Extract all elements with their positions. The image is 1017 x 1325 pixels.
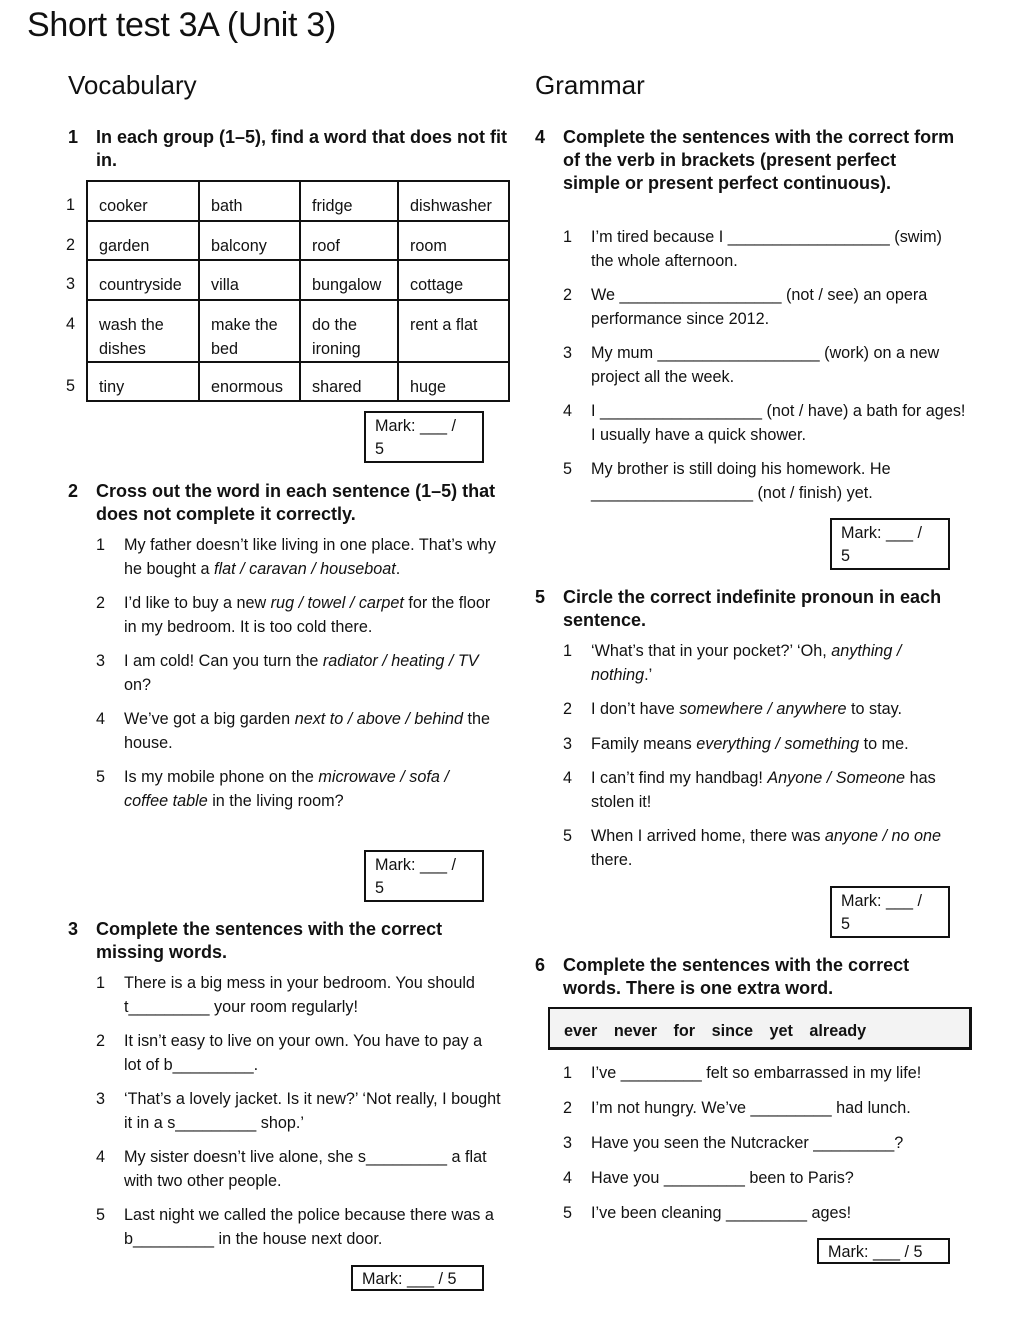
task-2-items — [96, 534, 496, 813]
mark-label: Mark: ___ / — [841, 892, 922, 910]
mark-label: Mark: ___ / — [841, 524, 922, 542]
task-5-item: 1 ‘What’s that in your pocket?’ ‘Oh, anything / nothing.’ — [563, 642, 902, 684]
gap-fill-sentence[interactable]: My mum __________________ (work) on a new project all the week. — [591, 344, 940, 386]
mark-box-task-6 — [817, 1238, 950, 1264]
gap-fill-sentence[interactable]: I __________________ (not / have) a bath for ages! I usually have a quick shower. — [591, 402, 966, 444]
task-number: 2 — [68, 481, 79, 501]
task-number: 3 — [68, 919, 79, 939]
task-2-item: 1 My father doesn’t like living in one place. That’s why he bought a flat / caravan / houseboat. — [96, 536, 496, 578]
task-4-item: 5 My brother is still doing his homework. He __________________ (not / finish) yet. — [563, 458, 968, 505]
mark-total: 5 — [375, 879, 385, 897]
task-5-heading — [535, 586, 955, 632]
mark-box-task-5 — [830, 886, 950, 938]
task-4-item: 3 My mum __________________ (work) on a new project all the week. — [563, 342, 968, 389]
vocab-odd-one-out-table — [66, 180, 510, 402]
task-3-item: 5 Last night we called the police because there was a b_________ in the house next door. — [96, 1204, 501, 1251]
word-option: since — [711, 1022, 753, 1040]
vocab-table-row — [66, 181, 509, 221]
task-2-heading — [68, 480, 508, 526]
vocab-table-row — [66, 260, 509, 300]
vocab-word-cell[interactable]: cooker — [87, 181, 199, 221]
word-option: already — [809, 1022, 867, 1040]
task-number: 4 — [535, 127, 546, 147]
gap-fill-sentence[interactable]: I’ve _________ felt so embarrassed in my life! — [591, 1064, 922, 1082]
vocab-table-row — [66, 300, 509, 362]
task-2-item: 3 I am cold! Can you turn the radiator / heating / TV on? — [96, 652, 479, 694]
task-4-items — [563, 226, 968, 505]
gap-fill-sentence[interactable]: My brother is still doing his homework. He __________________ (not / finish) yet. — [591, 460, 891, 502]
gap-fill-sentence[interactable]: We __________________ (not / see) an opera performance since 2012. — [591, 286, 928, 328]
task-5-item: 5 When I arrived home, there was anyone / no one there. — [563, 827, 942, 869]
task-2-item: 4 We’ve got a big garden next to / above / behind the house. — [96, 710, 490, 752]
vocab-table-row — [66, 362, 509, 401]
circle-options[interactable]: everything / something — [696, 734, 860, 753]
mark-label: Mark: ___ / 5 — [828, 1243, 923, 1261]
task-4-item: 4 I __________________ (not / have) a bath for ages! I usually have a quick shower. — [563, 400, 968, 447]
vocabulary-heading: Vocabulary — [68, 70, 197, 100]
gap-fill-sentence[interactable]: Have you _________ been to Paris? — [591, 1169, 854, 1187]
task-5-item: 3 Family means everything / something to me. — [563, 734, 909, 753]
vocab-word-cell[interactable]: huge — [398, 362, 509, 401]
gap-fill-sentence[interactable]: I’m tired because I __________________ (swim) the whole afternoon. — [591, 228, 942, 270]
gap-fill-sentence[interactable]: ‘That’s a lovely jacket. Is it new?’ ‘Not really, I bought it in a s_________ shop.’ — [124, 1090, 501, 1132]
task-number: 6 — [535, 955, 546, 975]
circle-options[interactable]: somewhere / anywhere — [679, 700, 847, 718]
task-6-item: 2 I’m not hungry. We’ve _________ had lunch. — [563, 1097, 973, 1121]
task-2-item: 5 Is my mobile phone on the microwave / sofa / coffee table in the living room? — [96, 768, 449, 810]
mark-label: Mark: ___ / — [375, 417, 456, 435]
gap-fill-sentence[interactable]: I’ve been cleaning _________ ages! — [591, 1204, 852, 1222]
task-6-item: 3 Have you seen the Nutcracker _________? — [563, 1132, 973, 1156]
task-6-items — [563, 1062, 973, 1226]
vocab-word-cell[interactable]: roof — [300, 221, 398, 260]
mark-label: Mark: ___ / 5 — [362, 1270, 457, 1288]
task-instruction: In each group (1–5), find a word that does not fit in. — [96, 127, 508, 170]
vocab-word-cell[interactable]: wash the dishes — [87, 300, 199, 362]
mark-total: 5 — [375, 440, 385, 458]
vocab-word-cell[interactable]: room — [398, 221, 509, 260]
vocab-word-cell[interactable]: shared — [300, 362, 398, 401]
word-option: never — [613, 1022, 658, 1040]
task-4-heading — [535, 126, 955, 195]
task-3-item: 4 My sister doesn’t live alone, she s_________ a flat with two other people. — [96, 1146, 501, 1193]
task-instruction: Cross out the word in each sentence (1–5) that does not complete it correctly. — [96, 481, 496, 524]
task-6-item: 1 I’ve _________ felt so embarrassed in my life! — [563, 1062, 973, 1086]
row-number: 1 — [66, 196, 76, 214]
vocab-word-cell[interactable]: tiny — [87, 362, 199, 401]
vocab-word-cell[interactable]: bungalow — [300, 260, 398, 300]
gap-fill-sentence[interactable]: Have you seen the Nutcracker _________? — [591, 1134, 904, 1152]
task-4-item: 2 We __________________ (not / see) an opera performance since 2012. — [563, 284, 968, 331]
gap-fill-sentence[interactable]: My sister doesn’t live alone, she s_________ a flat with two other people. — [124, 1148, 487, 1190]
gap-fill-sentence[interactable]: Last night we called the police because there was a b_________ in the house next door. — [124, 1206, 494, 1248]
vocab-table-row — [66, 221, 509, 260]
mark-total: 5 — [841, 547, 851, 565]
mark-box-task-3 — [351, 1265, 484, 1291]
task-3-items — [96, 972, 501, 1251]
vocab-word-cell[interactable]: cottage — [398, 260, 509, 300]
task-3-item: 1 There is a big mess in your bedroom. You should t_________ your room regularly! — [96, 972, 501, 1019]
vocab-word-cell[interactable]: balcony — [199, 221, 300, 260]
circle-options[interactable]: Anyone / Someone — [767, 769, 906, 787]
crossable-options[interactable]: radiator / heating / TV — [322, 652, 479, 670]
word-option: for — [673, 1022, 696, 1040]
row-number: 3 — [66, 275, 76, 293]
mark-total: 5 — [841, 915, 851, 933]
page-title: Short test 3A (Unit 3) — [27, 6, 336, 44]
task-5-item: 2 I don’t have somewhere / anywhere to stay. — [563, 700, 903, 718]
crossable-options[interactable]: rug / towel / carpet — [270, 594, 404, 612]
word-box — [548, 1007, 972, 1050]
vocab-word-cell[interactable]: rent a flat — [398, 300, 509, 362]
gap-fill-sentence[interactable]: It isn’t easy to live on your own. You have to pay a lot of b_________. — [124, 1032, 483, 1074]
task-1-heading — [68, 126, 508, 172]
row-number: 5 — [66, 377, 76, 395]
mark-label: Mark: ___ / — [375, 856, 456, 874]
task-instruction: Circle the correct indefinite pronoun in each sentence. — [563, 587, 942, 630]
vocab-word-cell[interactable]: garden — [87, 221, 199, 260]
vocab-word-cell[interactable]: do the ironing — [300, 300, 398, 362]
task-6-item: 4 Have you _________ been to Paris? — [563, 1167, 973, 1191]
mark-box-task-1 — [364, 411, 484, 463]
crossable-options[interactable]: microwave / sofa / coffee table — [124, 768, 449, 810]
crossable-options[interactable]: next to / above / behind — [294, 710, 463, 728]
word-option: ever — [564, 1022, 598, 1040]
task-4-item: 1 I’m tired because I __________________ (swim) the whole afternoon. — [563, 226, 968, 273]
task-2-item: 2 I’d like to buy a new rug / towel / carpet for the floor in my bedroom. It is too cold there. — [96, 594, 491, 636]
vocab-word-cell[interactable]: enormous — [199, 362, 300, 401]
task-5-item: 4 I can’t find my handbag! Anyone / Someone has stolen it! — [563, 769, 936, 811]
vocab-word-cell[interactable]: dishwasher — [398, 181, 509, 221]
task-6-item: 5 I’ve been cleaning _________ ages! — [563, 1202, 973, 1226]
mark-box-task-2 — [364, 850, 484, 902]
task-3-item: 2 It isn’t easy to live on your own. You have to pay a lot of b_________. — [96, 1030, 501, 1077]
vocab-word-cell[interactable]: bath — [199, 181, 300, 221]
gap-fill-sentence[interactable]: There is a big mess in your bedroom. You should t_________ your room regularly! — [124, 974, 475, 1016]
grammar-heading: Grammar — [535, 70, 645, 100]
task-number: 1 — [68, 127, 79, 147]
task-instruction: Complete the sentences with the correct words. There is one extra word. — [563, 955, 910, 998]
task-number: 5 — [535, 587, 546, 607]
circle-options[interactable]: anything / nothing — [591, 642, 902, 684]
vocab-word-cell[interactable]: countryside — [87, 260, 199, 300]
vocab-word-cell[interactable]: make the bed — [199, 300, 300, 362]
circle-options[interactable]: anyone / no one — [824, 827, 942, 845]
vocab-word-cell[interactable]: villa — [199, 260, 300, 300]
mark-box-task-4 — [830, 518, 950, 570]
row-number: 2 — [66, 236, 76, 254]
vocab-word-cell[interactable]: fridge — [300, 181, 398, 221]
crossable-options[interactable]: flat / caravan / houseboat — [214, 559, 396, 578]
task-5-items — [563, 640, 963, 872]
task-3-heading — [68, 918, 508, 964]
task-3-item: 3 ‘That’s a lovely jacket. Is it new?’ ‘Not really, I bought it in a s_________ shop.’ — [96, 1088, 501, 1135]
row-number: 4 — [66, 315, 76, 333]
task-instruction: Complete the sentences with the correct form of the verb in brackets (present perfect simple or present perfect continuous). — [563, 127, 955, 193]
task-6-heading — [535, 954, 955, 1000]
task-instruction: Complete the sentences with the correct missing words. — [96, 919, 443, 962]
gap-fill-sentence[interactable]: I’m not hungry. We’ve _________ had lunch. — [591, 1099, 911, 1117]
word-option: yet — [769, 1022, 793, 1040]
